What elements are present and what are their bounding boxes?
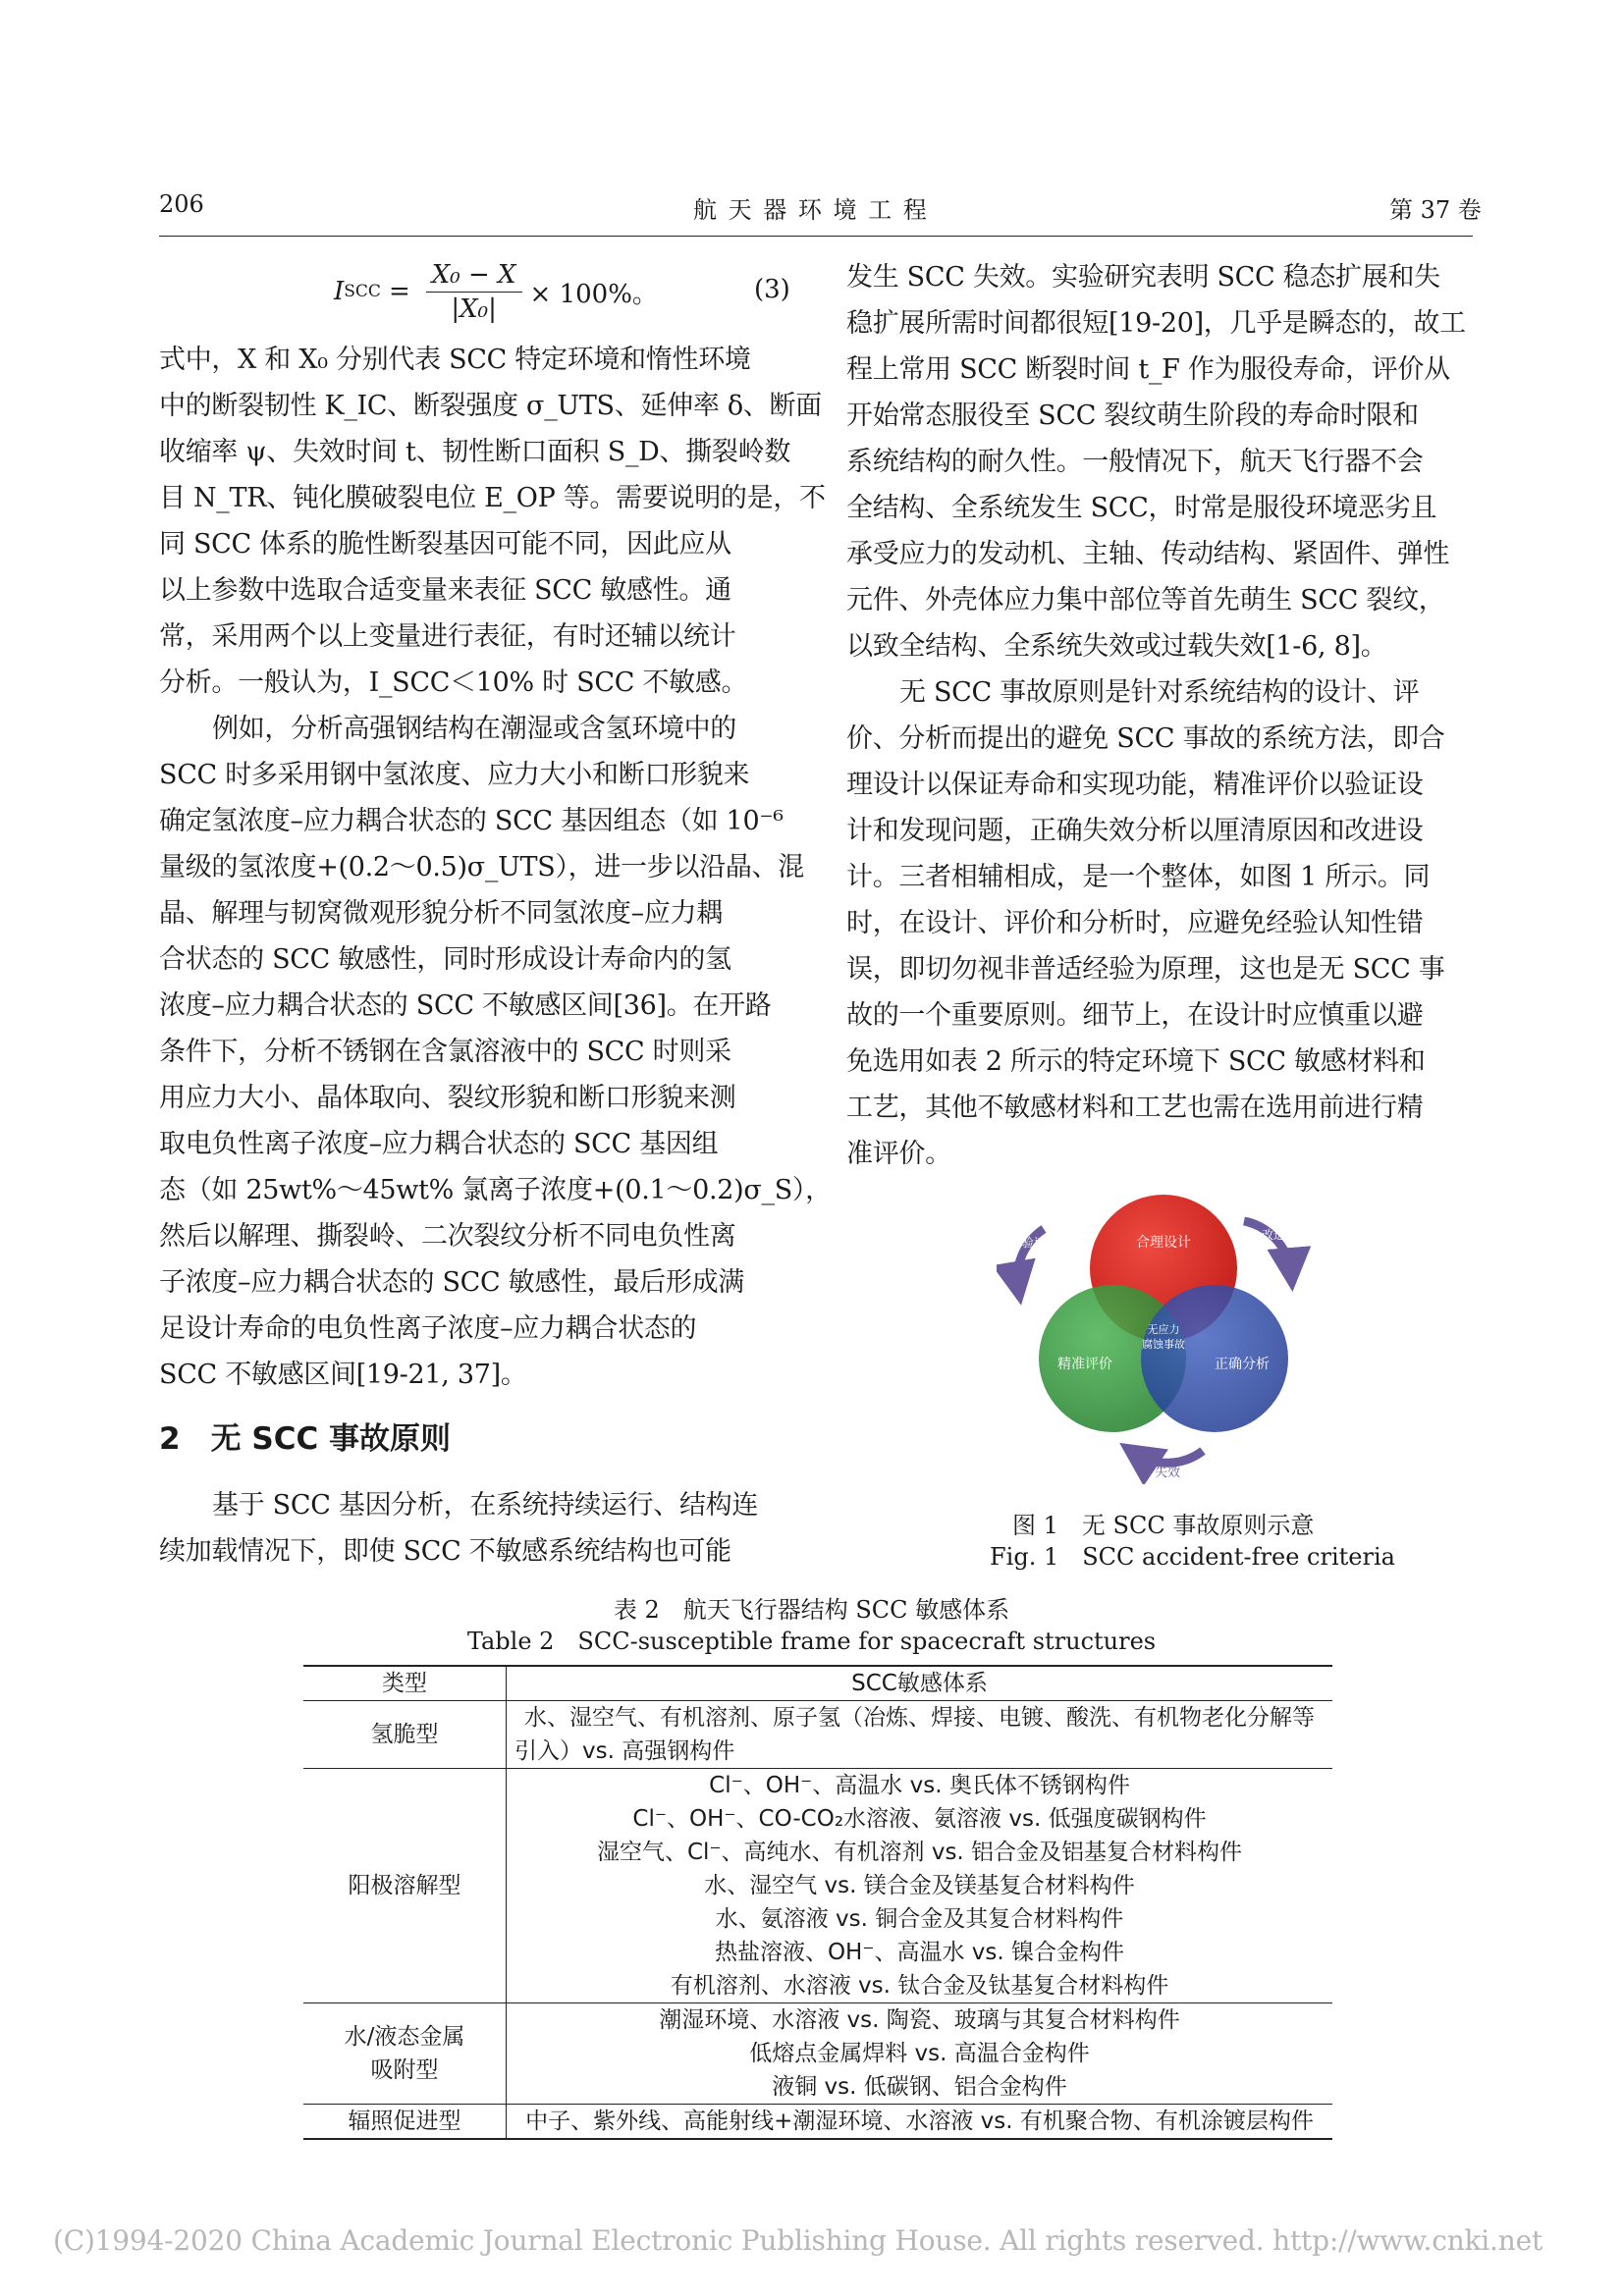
- text-line: 续加载情况下，即使 SCC 不敏感系统结构也可能: [159, 1536, 731, 1567]
- text-line: 发生 SCC 失效。实验研究表明 SCC 稳态扩展和失: [846, 262, 1440, 293]
- text-line: 目 N_TR、钝化膜破裂电位 E_OP 等。需要说明的是，不: [159, 483, 826, 513]
- label-center-2: 腐蚀事故: [1142, 1338, 1185, 1351]
- eq-numerator: X₀ − X: [426, 260, 522, 293]
- text-line: 然后以解理、撕裂岭、二次裂纹分析不同电负性离: [159, 1221, 736, 1252]
- eq-denominator: |X₀|: [451, 294, 497, 324]
- table-header-type: 类型: [303, 1666, 507, 1701]
- row-item: Cl⁻、OH⁻、CO-CO₂水溶液、氨溶液 vs. 低强度碳钢构件: [632, 1806, 1207, 1832]
- right-column: [846, 254, 1485, 1177]
- table-header-row: [303, 1666, 1332, 1701]
- volume-label: 第 37 卷: [1389, 196, 1482, 224]
- row-item: 有机溶剂、水溶液 vs. 钛合金及钛基复合材料构件: [670, 1973, 1169, 1999]
- page-number: 206: [159, 190, 204, 218]
- section-heading: 2 无 SCC 事故原则: [159, 1421, 451, 1457]
- text-line: 合状态的 SCC 敏感性，同时形成设计寿命内的氢: [159, 944, 731, 975]
- text-line: 程上常用 SCC 断裂时间 t_F 作为服役寿命，评价从: [846, 354, 1450, 385]
- row-items: [507, 2003, 1333, 2105]
- table-row: [303, 1701, 1332, 1769]
- text-line: 无 SCC 事故原则是针对系统结构的设计、评: [899, 677, 1420, 708]
- row-item: 水、氨溶液 vs. 铜合金及其复合材料构件: [715, 1906, 1124, 1932]
- text-line: 确定氢浓度–应力耦合状态的 SCC 基因组态（如 10⁻⁶: [159, 806, 784, 836]
- text-line: 基于 SCC 基因分析，在系统持续运行、结构连: [212, 1490, 759, 1521]
- label-improve: 改进: [1261, 1228, 1286, 1242]
- text-line: 元件、外壳体应力集中部位等首先萌生 SCC 裂纹，: [846, 585, 1445, 615]
- text-line: 工艺，其他不敏感材料和工艺也需在选用前进行精: [846, 1093, 1424, 1123]
- label-rational-design: 合理设计: [1136, 1235, 1191, 1251]
- journal-title: 航 天 器 环 境 工 程: [693, 196, 929, 224]
- equation-number: (3): [754, 275, 790, 304]
- row-type: [303, 2003, 507, 2105]
- text-line: 以上参数中选取合适变量来表征 SCC 敏感性。通: [159, 575, 731, 606]
- table-header-system: SCC敏感体系: [507, 1666, 1333, 1701]
- figure-caption-en: Fig. 1 SCC accident-free criteria: [990, 1543, 1395, 1571]
- text-line: 子浓度–应力耦合状态的 SCC 敏感性，最后形成满: [159, 1267, 744, 1298]
- row-item: 水、湿空气、有机溶剂、原子氢（冶炼、焊接、电镀、酸洗、有机物老化分解等: [524, 1705, 1315, 1731]
- text-line: 时，在设计、评价和分析时，应避免经验认知性错: [846, 908, 1424, 938]
- text-line: 全结构、全系统发生 SCC，时常是服役环境恶劣且: [846, 493, 1437, 523]
- table-caption-en: Table 2 SCC-susceptible frame for spacecraft structures: [466, 1628, 1157, 1655]
- label-failure: 失效: [1154, 1466, 1181, 1480]
- text-line: 计。三者相辅相成，是一个整体，如图 1 所示。同: [846, 862, 1431, 892]
- row-item: 潮湿环境、水溶液 vs. 陶瓷、玻璃与其复合材料构件: [659, 2007, 1180, 2033]
- table-row: [303, 1769, 1332, 2003]
- text-line: 以致全结构、全系统失效或过载失效[1-6, 8]。: [846, 631, 1387, 662]
- text-line: 理设计以保证寿命和实现功能，精准评价以验证设: [846, 770, 1424, 800]
- label-correct-analysis: 正确分析: [1215, 1357, 1270, 1372]
- row-item: 引入）vs. 高强钢构件: [514, 1738, 735, 1764]
- row-items: [507, 2105, 1333, 2140]
- text-line: 式中，X 和 X₀ 分别代表 SCC 特定环境和惰性环境: [159, 345, 751, 375]
- row-item: 中子、紫外线、高能射线+潮湿环境、水溶液 vs. 有机聚合物、有机涂镀层构件: [525, 2109, 1314, 2134]
- text-line: 故的一个重要原则。细节上，在设计时应慎重以避: [846, 1000, 1424, 1031]
- text-line: SCC 时多采用钢中氢浓度、应力大小和断口形貌来: [159, 760, 750, 790]
- text-line: 免选用如表 2 所示的特定环境下 SCC 敏感材料和: [846, 1046, 1426, 1077]
- row-item: 低熔点金属焊料 vs. 高温合金构件: [749, 2041, 1090, 2066]
- arrow-failure: [1134, 1451, 1203, 1463]
- text-line: 计和发现问题，正确失效分析以厘清原因和改进设: [846, 816, 1424, 846]
- text-line: 晶、解理与韧窝微观形貌分析不同氢浓度–应力耦: [159, 898, 723, 929]
- figure-caption-cn: 图 1 无 SCC 事故原则示意: [1012, 1512, 1315, 1539]
- row-type: 阳极溶解型: [303, 1769, 507, 2003]
- row-item: 热盐溶液、OH⁻、高温水 vs. 镍合金构件: [714, 1940, 1125, 1965]
- label-verify: 验证: [1021, 1236, 1047, 1250]
- eq-fraction: [426, 260, 522, 324]
- text-line: 条件下，分析不锈钢在含氯溶液中的 SCC 时则采: [159, 1037, 731, 1067]
- text-line: 系统结构的耐久性。一般情况下，航天飞行器不会: [846, 447, 1424, 477]
- text-line: 同 SCC 体系的脆性断裂基因可能不同，因此应从: [159, 529, 731, 560]
- row-type-line: 吸附型: [370, 2057, 439, 2083]
- left-column-tail: [159, 1482, 797, 1575]
- equation-3: I SCC = $\frac{\text{X₀ − X}}{\text{|X₀|}}$ × 100%。: [334, 259, 658, 324]
- row-type-line: 水/液态金属: [344, 2024, 465, 2050]
- text-line: 常，采用两个以上变量进行表征，有时还辅以统计: [159, 621, 736, 652]
- table-row: [303, 2105, 1332, 2140]
- table-caption-cn: 表 2 航天飞行器结构 SCC 敏感体系: [613, 1596, 1010, 1624]
- row-items: [507, 1701, 1333, 1769]
- text-line: 开始常态服役至 SCC 裂纹萌生阶段的寿命时限和: [846, 400, 1419, 431]
- label-accurate-evaluation: 精准评价: [1057, 1357, 1112, 1372]
- text-line: 承受应力的发动机、主轴、传动结构、紧固件、弹性: [846, 539, 1450, 569]
- text-line: 分析。一般认为，I_SCC＜10% 时 SCC 不敏感。: [159, 667, 748, 698]
- text-line: 量级的氢浓度+(0.2～0.5)σ_UTS），进一步以沿晶、混: [159, 852, 804, 882]
- copyright-footer: (C)1994-2020 China Academic Journal Electronic Publishing House. All rights reserved. http://www.cnki.net: [53, 2224, 1543, 2257]
- text-line: 态（如 25wt%～45wt% 氯离子浓度+(0.1～0.2)σ_S），: [159, 1175, 832, 1205]
- row-item: Cl⁻、OH⁻、高温水 vs. 奥氏体不锈钢构件: [709, 1773, 1130, 1798]
- row-item: 液铜 vs. 低碳钢、铝合金构件: [772, 2074, 1067, 2100]
- text-line: 稳扩展所需时间都很短[19-20]，几乎是瞬态的，故工: [846, 308, 1466, 339]
- text-line: 取电负性离子浓度–应力耦合状态的 SCC 基因组: [159, 1129, 719, 1159]
- eq-tail: × 100%。: [529, 279, 658, 309]
- text-line: 足设计寿命的电负性离子浓度–应力耦合状态的: [159, 1313, 697, 1344]
- row-type: 氢脆型: [303, 1701, 507, 1769]
- table-row: [303, 2003, 1332, 2105]
- text-line: 价、分析而提出的避免 SCC 事故的系统方法，即合: [846, 723, 1445, 754]
- row-items: [507, 1769, 1333, 2003]
- text-line: 误，即切勿视非普适经验为原理，这也是无 SCC 事: [846, 954, 1445, 985]
- text-line: 收缩率 ψ、失效时间 t、韧性断口面积 S_D、撕裂岭数: [159, 437, 791, 467]
- row-item: 湿空气、Cl⁻、高纯水、有机溶剂 vs. 铝合金及铝基复合材料构件: [596, 1840, 1243, 1865]
- eq-lhs: I: [334, 277, 345, 306]
- text-line: 浓度–应力耦合状态的 SCC 不敏感区间[36]。在开路: [159, 990, 772, 1021]
- text-line: 例如，分析高强钢结构在潮湿或含氢环境中的: [212, 714, 736, 744]
- text-line: 中的断裂韧性 K_IC、断裂强度 σ_UTS、延伸率 δ、断面: [159, 391, 822, 421]
- text-line: SCC 不敏感区间[19-21, 37]。: [159, 1360, 527, 1390]
- header-rule: [159, 236, 1473, 237]
- label-center-1: 无应力: [1147, 1323, 1180, 1336]
- table-2: [303, 1665, 1332, 2140]
- text-line: 用应力大小、晶体取向、裂纹形貌和断口形貌来测: [159, 1083, 736, 1113]
- row-type: 辐照促进型: [303, 2105, 507, 2140]
- row-item: 水、湿空气 vs. 镁合金及镁基复合材料构件: [704, 1873, 1135, 1898]
- left-column: [159, 337, 832, 1398]
- figure-1-venn: [997, 1190, 1330, 1484]
- text-line: 准评价。: [846, 1139, 951, 1169]
- eq-equals: =: [388, 277, 410, 306]
